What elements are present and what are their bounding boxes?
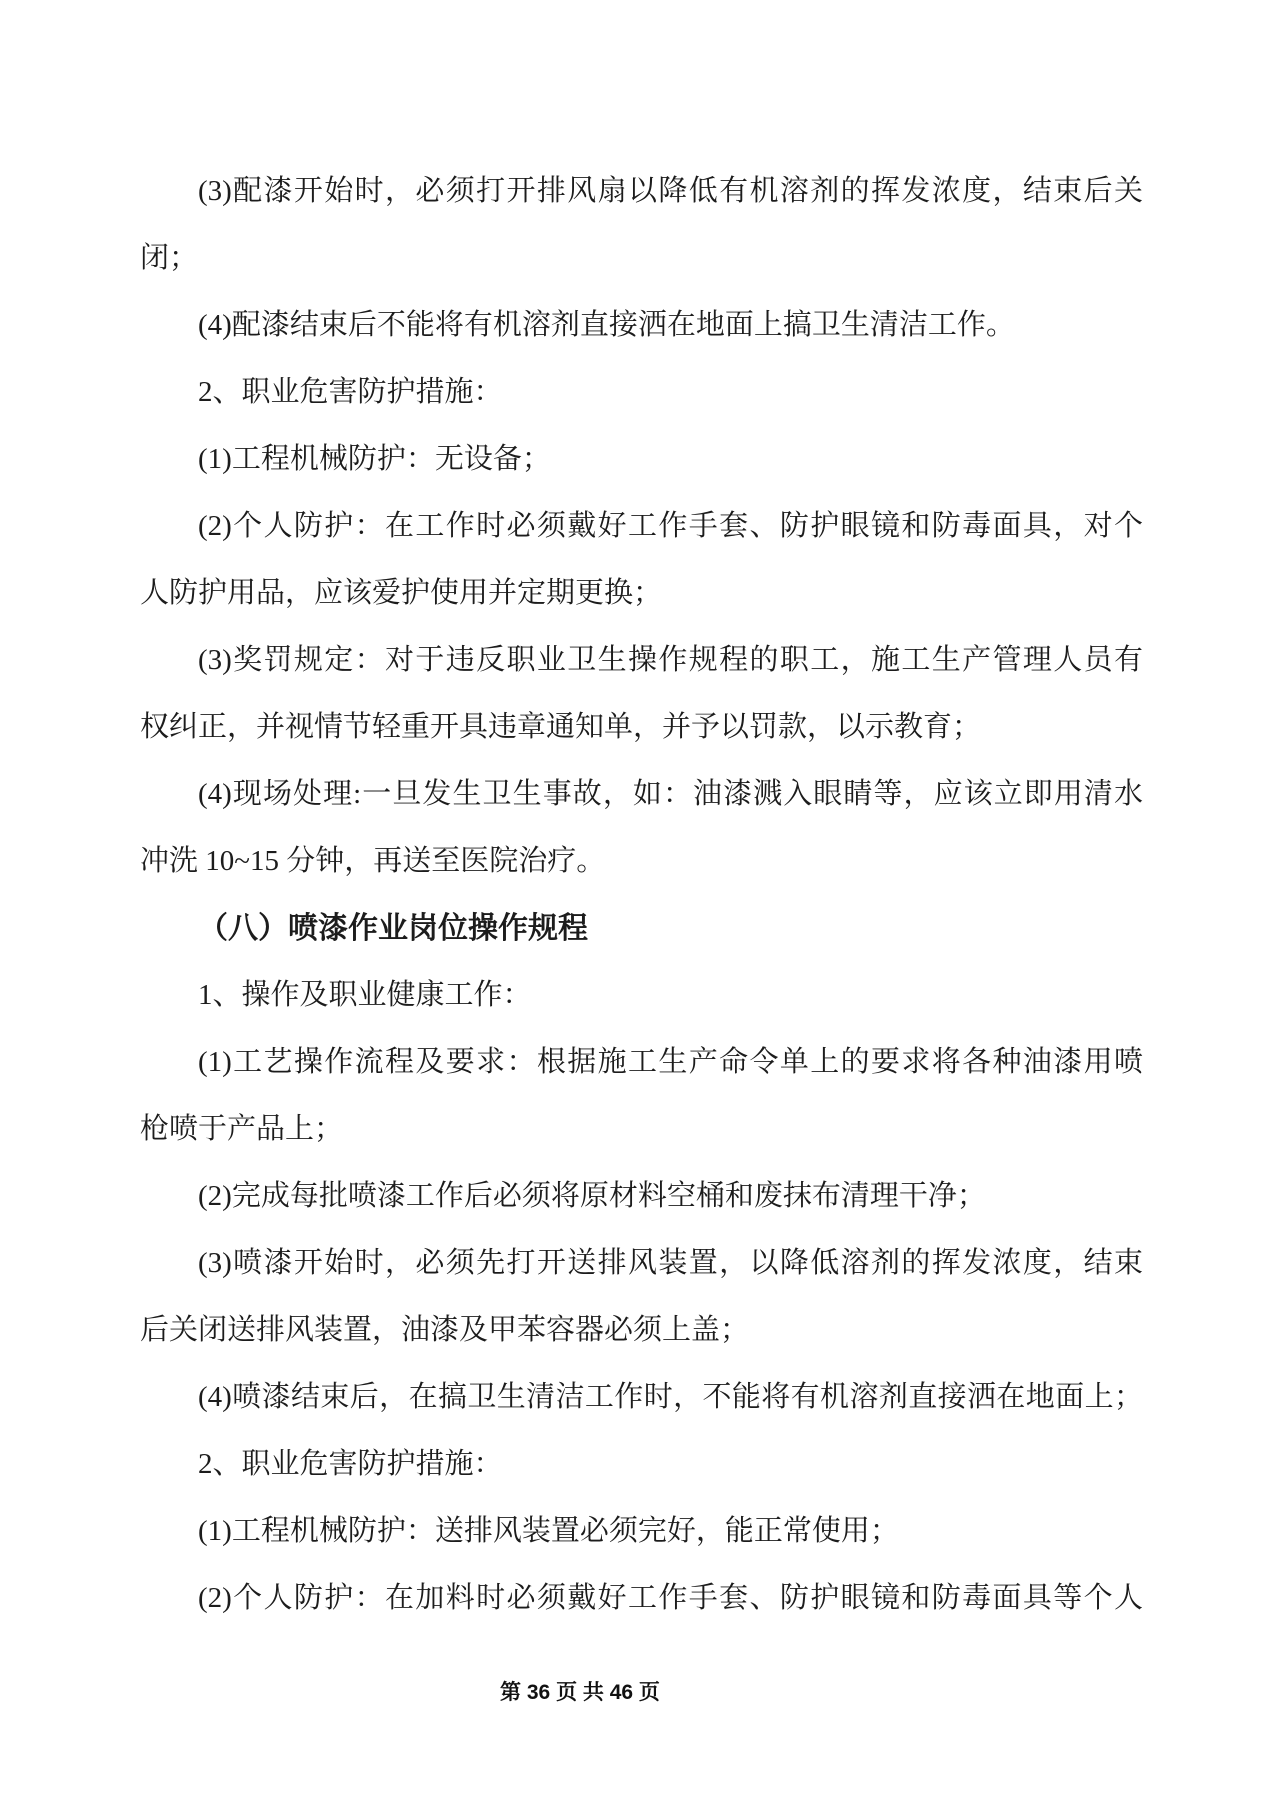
text-line: 枪喷于产品上； — [140, 1113, 344, 1145]
text-line: (2)个人防护：在加料时必须戴好工作手套、防护眼镜和防毒面具等个人 — [198, 1582, 1143, 1614]
text-line: (2)完成每批喷漆工作后必须将原材料空桶和废抹布清理干净； — [198, 1180, 986, 1212]
text-line: 2、职业危害防护措施： — [198, 376, 503, 408]
text-line: (3)配漆开始时，必须打开排风扇以降低有机溶剂的挥发浓度，结束后关 — [198, 175, 1143, 207]
text-line: 1、操作及职业健康工作： — [198, 979, 532, 1011]
text-line: (4)配漆结束后不能将有机溶剂直接洒在地面上搞卫生清洁工作。 — [198, 309, 1015, 341]
text-line: (3)喷漆开始时，必须先打开送排风装置，以降低溶剂的挥发浓度，结束 — [198, 1247, 1143, 1279]
text-line: (1)工艺操作流程及要求：根据施工生产命令单上的要求将各种油漆用喷 — [198, 1046, 1143, 1078]
document-body — [140, 158, 1143, 1632]
text-line: (1)工程机械防护：送排风装置必须完好，能正常使用； — [198, 1515, 899, 1547]
text-line: (4)喷漆结束后，在搞卫生清洁工作时，不能将有机溶剂直接洒在地面上； — [198, 1381, 1143, 1413]
text-line: (3)奖罚规定：对于违反职业卫生操作规程的职工，施工生产管理人员有 — [198, 644, 1143, 676]
text-line: (4)现场处理:一旦发生卫生事故，如：油漆溅入眼睛等，应该立即用清水 — [198, 778, 1143, 810]
text-line: (1)工程机械防护：无设备； — [198, 443, 551, 475]
section-heading: （八）喷漆作业岗位操作规程 — [198, 912, 588, 945]
text-line: 闭； — [140, 242, 199, 274]
text-line: (2)个人防护：在工作时必须戴好工作手套、防护眼镜和防毒面具，对个 — [198, 510, 1143, 542]
text-line: 权纠正，并视情节轻重开具违章通知单，并予以罚款，以示教育； — [140, 711, 982, 743]
text-line: 人防护用品，应该爱护使用并定期更换； — [140, 577, 663, 609]
text-line: 2、职业危害防护措施： — [198, 1448, 503, 1480]
text-line: 后关闭送排风装置，油漆及甲苯容器必须上盖； — [140, 1314, 750, 1346]
text-line: 冲洗 10~15 分钟，再送至医院治疗。 — [140, 845, 606, 877]
page-number-footer: 第 36 页 共 46 页 — [500, 1681, 660, 1704]
